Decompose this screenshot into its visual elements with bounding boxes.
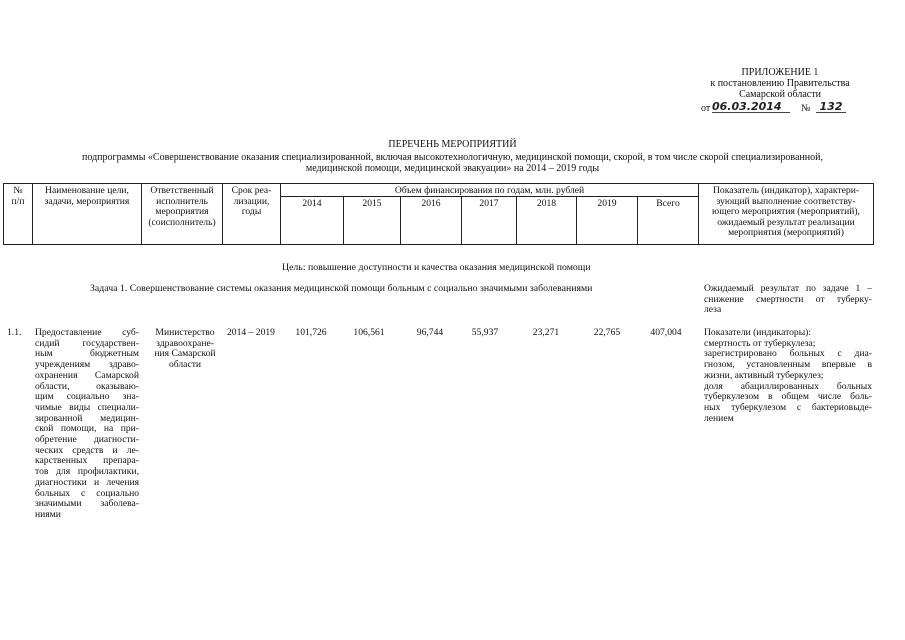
handwritten-date: 06.03.2014 <box>712 101 790 113</box>
header-indicator: Показатель (индикатор), характери- зующий выполнение соответству- ющего мероприятия (мероприятий), ожидаемый результат реализации мероприятия (мероприятий) <box>712 185 860 239</box>
header-total: Всего <box>656 198 680 209</box>
header-funding: Объем финансирования по годам, млн. рублей <box>394 185 585 196</box>
row-measure-name: Предоставление суб- сидий государствен- ным бюджетным учреждениям здраво- охранения Самарской области, оказываю- щим социально зна- чимые виды специали- зированной медицин- ской помощи, на при- обретение диагности- ческих средств и ле- карственных препара- тов для профилактики, диагностики и лечения больных с социально значимыми заболева- ниями <box>35 327 139 520</box>
row-executor: Министерство здравоохране- ния Самарской области <box>154 327 216 371</box>
document-title: ПЕРЕЧЕНЬ МЕРОПРИЯТИЙ <box>388 139 517 150</box>
row-value-total: 407,004 <box>650 327 682 338</box>
row-value-2016: 96,744 <box>416 327 444 338</box>
header-year-2019: 2019 <box>597 198 617 209</box>
header-year-2015: 2015 <box>362 198 382 209</box>
header-name: Наименование цели, задачи, мероприятия <box>44 185 130 207</box>
goal-text: Цель: повышение доступности и качества оказания медицинской помощи <box>282 262 591 273</box>
row-number: 1.1. <box>7 327 22 338</box>
number-prefix: № <box>801 103 811 114</box>
header-year-2018: 2018 <box>536 198 557 209</box>
header-executor: Ответственный исполнитель мероприятия (соисполнитель) <box>148 185 216 228</box>
row-value-2015: 106,561 <box>353 327 385 338</box>
header-year-2017: 2017 <box>479 198 499 209</box>
date-prefix: от <box>701 103 711 114</box>
row-value-2017: 55,937 <box>471 327 499 338</box>
row-indicators: Показатели (индикаторы): смертность от туберкулеза; зарегистрировано больных с диа- гнозом, установленным впервые в жизни, активный туберкулез; доля абациллированных больных туберкулезом в общем числе боль- ных туберкулезом с бактериовыде- лением <box>704 327 872 424</box>
row-value-2018: 23,271 <box>532 327 560 338</box>
row-value-2014: 101,726 <box>295 327 327 338</box>
document-subtitle-line-1: подпрограммы «Совершенствование оказания специализированной, включая высокотехнологичную, медицинской помощи, скорой, в том числе скорой специализированной, <box>82 152 823 163</box>
row-value-2019: 22,765 <box>593 327 621 338</box>
appendix-resolution-line: к постановлению Правительства <box>710 78 850 89</box>
appendix-title: ПРИЛОЖЕНИЕ 1 <box>741 67 819 78</box>
header-num: № п/п <box>11 185 25 207</box>
task-result: Ожидаемый результат по задаче 1 – снижение смертности от туберку- леза <box>704 283 872 316</box>
header-year-2016: 2016 <box>421 198 441 209</box>
appendix-region-line: Самарской области <box>739 89 821 100</box>
document-subtitle-line-2: медицинской помощи, медицинской эвакуации» на 2014 – 2019 годы <box>305 163 600 174</box>
header-year-2014: 2014 <box>302 198 322 209</box>
handwritten-number: 132 <box>816 101 846 113</box>
task-text: Задача 1. Совершенствование системы оказания медицинской помощи больным с социально значимыми заболеваниями <box>90 283 593 294</box>
appendix-block <box>700 67 860 100</box>
header-term: Срок реа- лизации, годы <box>231 185 272 218</box>
row-term: 2014 – 2019 <box>227 327 275 338</box>
